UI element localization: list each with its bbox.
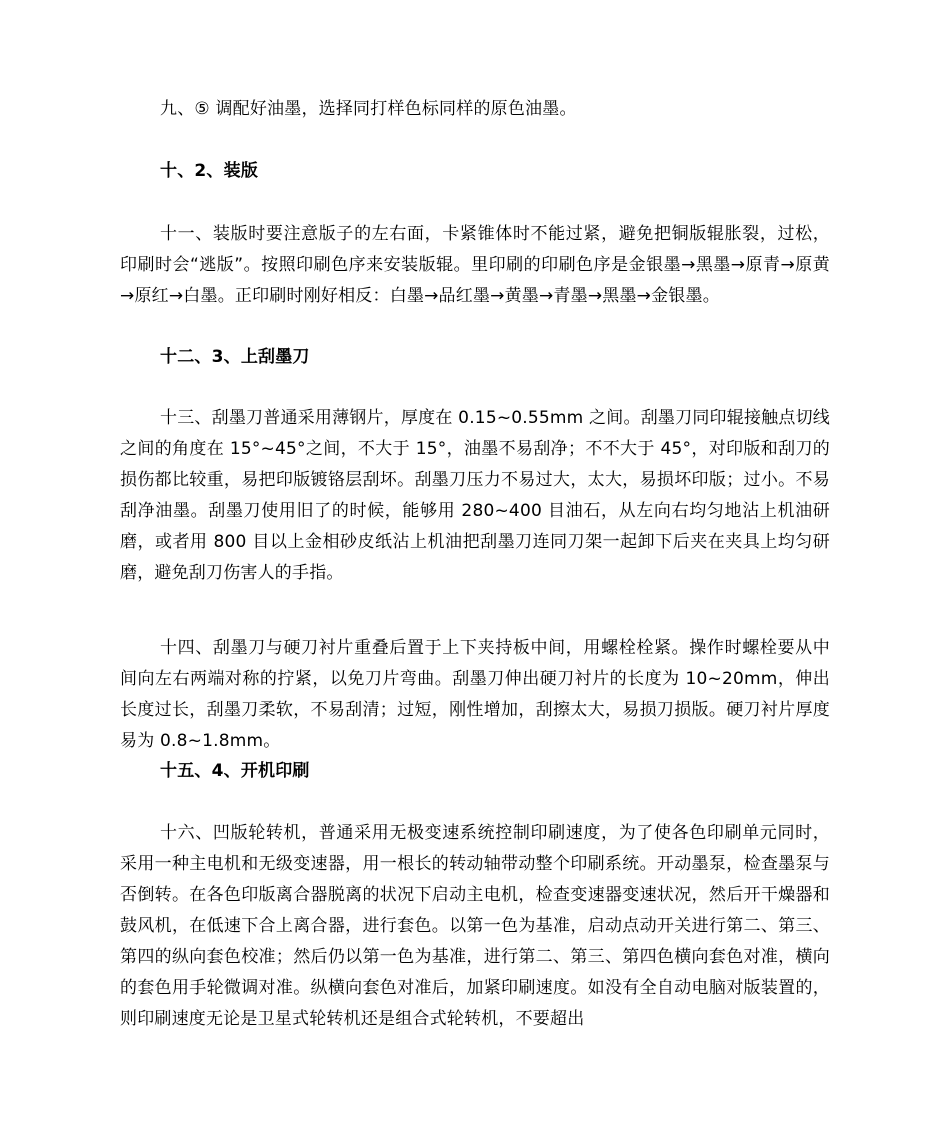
heading-start-printing: 十五、4、开机印刷 <box>160 761 310 781</box>
paragraph-step-13: 十三、刮墨刀普通采用薄钢片，厚度在 0.15~0.55mm 之间。刮墨刀同印辊接触点切线之间的角度在 15°~45°之间，不大于 15°，油墨不易刮净；不不大于 45°，对印版和刮刀的损伤都比较重，易把印版镀铬层刮坏。刮墨刀压力不易过大，太大，易损坏印版；过小。不易刮净油墨。刮墨刀使用旧了的时候，能够用 280~400 目油石，从左向右均匀地沾上机油研磨，或者用 800 目以上金相砂皮纸沾上机油把刮墨刀连同刀架一起卸下后夹在夹具上均匀研磨，避免刮刀伤害人的手指。 <box>120 408 830 583</box>
paragraph-step-14: 十四、刮墨刀与硬刀衬片重叠后置于上下夹持板中间，用螺栓栓紧。操作时螺栓要从中间向左右两端对称的拧紧，以免刀片弯曲。刮墨刀伸出硬刀衬片的长度为 10~20mm，伸出长度过长，刮墨刀柔软，不易刮清；过短，刚性增加，刮擦太大，易损刀损版。硬刀衬片厚度易为 0.8~1.8mm。 <box>120 638 830 751</box>
paragraph-step-9: 九、⑤ 调配好油墨，选择同打样色标同样的原色油墨。 <box>160 99 577 119</box>
paragraph-step-11: 十一、装版时要注意版子的左右面，卡紧锥体时不能过紧，避免把铜版辊胀裂，过松，印刷时会“逃版”。按照印刷色序来安装版辊。里印刷的印刷色序是金银墨→黑墨→原青→原黄→原红→白墨。正印刷时刚好相反：白墨→品红墨→黄墨→青墨→黑墨→金银墨。 <box>120 224 830 306</box>
heading-doctor-blade: 十二、3、上刮墨刀 <box>160 347 310 367</box>
heading-mounting-plates: 十、2、装版 <box>160 161 259 181</box>
paragraph-step-16: 十六、凹版轮转机，普通采用无极变速系统控制印刷速度，为了使各色印刷单元同时，采用一种主电机和无级变速器，用一根长的转动轴带动整个印刷系统。开动墨泵，检查墨泵与否倒转。在各色印版离合器脱离的状况下启动主电机，检查变速器变速状况，然后开干燥器和鼓风机，在低速下合上离合器，进行套色。以第一色为基准，启动点动开关进行第二、第三、第四的纵向套色校准；然后仍以第一色为基准，进行第二、第三、第四色横向套色对准，横向的套色用手轮微调对准。纵横向套色对准后，加紧印刷速度。如没有全自动电脑对版装置的，则印刷速度无论是卫星式轮转机还是组合式轮转机，不要超出 <box>120 823 830 1029</box>
